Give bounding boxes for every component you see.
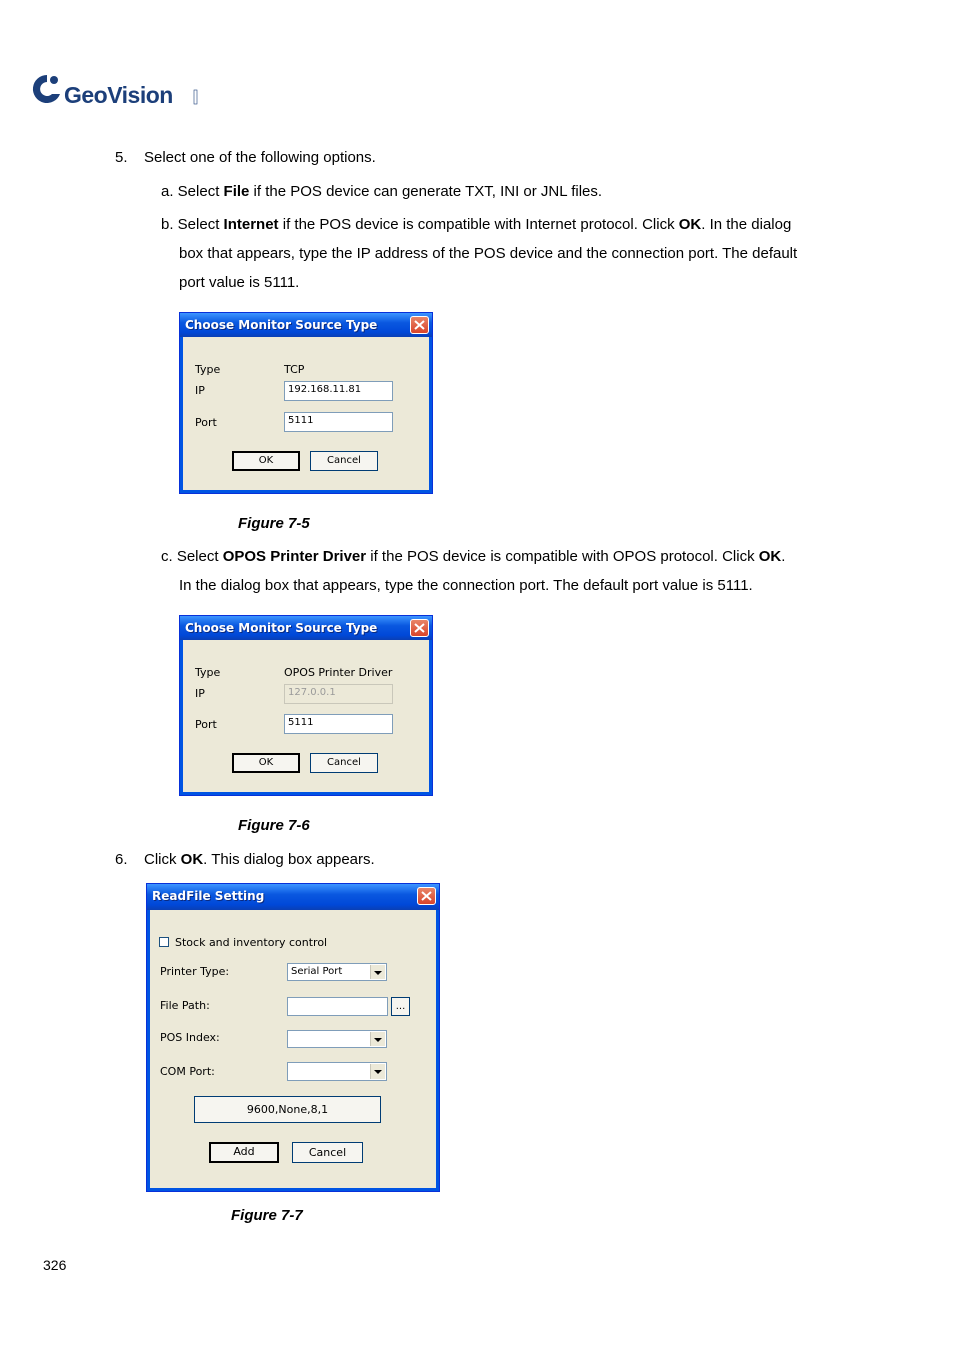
chevron-down-icon bbox=[370, 1064, 385, 1079]
option-b-line2: box that appears, type the IP address of the POS device and the connection port. The default bbox=[179, 245, 798, 262]
ip-label: IP bbox=[195, 384, 205, 397]
ok-button[interactable]: OK bbox=[232, 451, 300, 471]
com-port-select[interactable] bbox=[287, 1062, 387, 1081]
dialog-body bbox=[150, 910, 436, 1188]
dialog-choose-monitor-source-opos bbox=[179, 615, 433, 796]
port-input[interactable]: 5111 bbox=[284, 714, 393, 734]
option-b: b. Select Internet if the POS device is compatible with Internet protocol. Click OK. In the dialog bbox=[161, 216, 792, 233]
dialog-title: Choose Monitor Source Type bbox=[185, 621, 378, 635]
step-6-number: 6. bbox=[115, 851, 128, 868]
cancel-button[interactable]: Cancel bbox=[310, 753, 378, 773]
title-bar bbox=[147, 884, 439, 910]
com-port-label: COM Port: bbox=[160, 1065, 215, 1078]
chevron-down-icon bbox=[370, 1032, 385, 1046]
port-label: Port bbox=[195, 718, 217, 731]
dialog-readfile-setting bbox=[146, 883, 440, 1192]
figure-caption-7-5: Figure 7-5 bbox=[238, 515, 310, 532]
close-icon bbox=[414, 623, 425, 633]
chevron-down-icon bbox=[370, 965, 385, 979]
step-5-text: Select one of the following options. bbox=[144, 149, 376, 166]
printer-type-label: Printer Type: bbox=[160, 965, 230, 978]
logo-swoosh-icon bbox=[30, 72, 64, 106]
step-6-text: Click OK. This dialog box appears. bbox=[144, 851, 375, 868]
title-bar bbox=[180, 616, 432, 640]
serial-settings-button[interactable]: 9600,None,8,1 bbox=[194, 1096, 381, 1123]
cancel-button[interactable]: Cancel bbox=[292, 1142, 363, 1163]
printer-type-select[interactable] bbox=[287, 963, 387, 981]
close-icon bbox=[414, 320, 425, 330]
option-c-line2: In the dialog box that appears, type the connection port. The default port value is 5111. bbox=[179, 577, 753, 594]
title-bar bbox=[180, 313, 432, 337]
option-a: a. Select File if the POS device can generate TXT, INI or JNL files. bbox=[161, 183, 603, 200]
type-label: Type bbox=[195, 363, 221, 376]
dialog-title: Choose Monitor Source Type bbox=[185, 318, 378, 332]
page-number: 326 bbox=[43, 1257, 67, 1273]
dialog-body bbox=[183, 640, 429, 792]
close-icon bbox=[421, 891, 432, 901]
close-button[interactable] bbox=[410, 316, 429, 334]
stock-label: Stock and inventory control bbox=[175, 936, 328, 949]
figure-caption-7-7: Figure 7-7 bbox=[231, 1207, 303, 1224]
cancel-button[interactable]: Cancel bbox=[310, 451, 378, 471]
step-5-number: 5. bbox=[115, 149, 128, 166]
stock-checkbox[interactable] bbox=[159, 937, 169, 947]
browse-button[interactable]: ... bbox=[391, 997, 410, 1016]
type-label: Type bbox=[195, 666, 221, 679]
close-button[interactable] bbox=[417, 887, 436, 905]
figure-caption-7-6: Figure 7-6 bbox=[238, 817, 310, 834]
close-button[interactable] bbox=[410, 619, 429, 637]
ip-input[interactable]: 192.168.11.81 bbox=[284, 381, 393, 401]
file-path-label: File Path: bbox=[160, 999, 210, 1012]
logo-mark-icon bbox=[193, 86, 199, 106]
type-value: OPOS Printer Driver bbox=[284, 666, 393, 679]
type-value: TCP bbox=[284, 363, 305, 376]
ip-input-disabled: 127.0.0.1 bbox=[284, 684, 393, 704]
option-c: c. Select OPOS Printer Driver if the POS device is compatible with OPOS protocol. Click OK. bbox=[161, 548, 786, 565]
logo-text: GeoVision bbox=[64, 82, 173, 108]
pos-index-select[interactable] bbox=[287, 1030, 387, 1048]
dialog-body bbox=[183, 337, 429, 490]
port-label: Port bbox=[195, 416, 217, 429]
pos-index-label: POS Index: bbox=[160, 1031, 220, 1044]
dialog-choose-monitor-source-tcp bbox=[179, 312, 433, 494]
ip-label: IP bbox=[195, 687, 205, 700]
ok-button[interactable]: OK bbox=[232, 753, 300, 773]
port-input[interactable]: 5111 bbox=[284, 412, 393, 432]
add-button[interactable]: Add bbox=[209, 1142, 279, 1163]
file-path-input[interactable] bbox=[287, 997, 388, 1016]
option-b-line3: port value is 5111. bbox=[179, 274, 300, 291]
printer-type-value: Serial Port bbox=[291, 966, 343, 977]
dialog-title: ReadFile Setting bbox=[152, 889, 265, 903]
